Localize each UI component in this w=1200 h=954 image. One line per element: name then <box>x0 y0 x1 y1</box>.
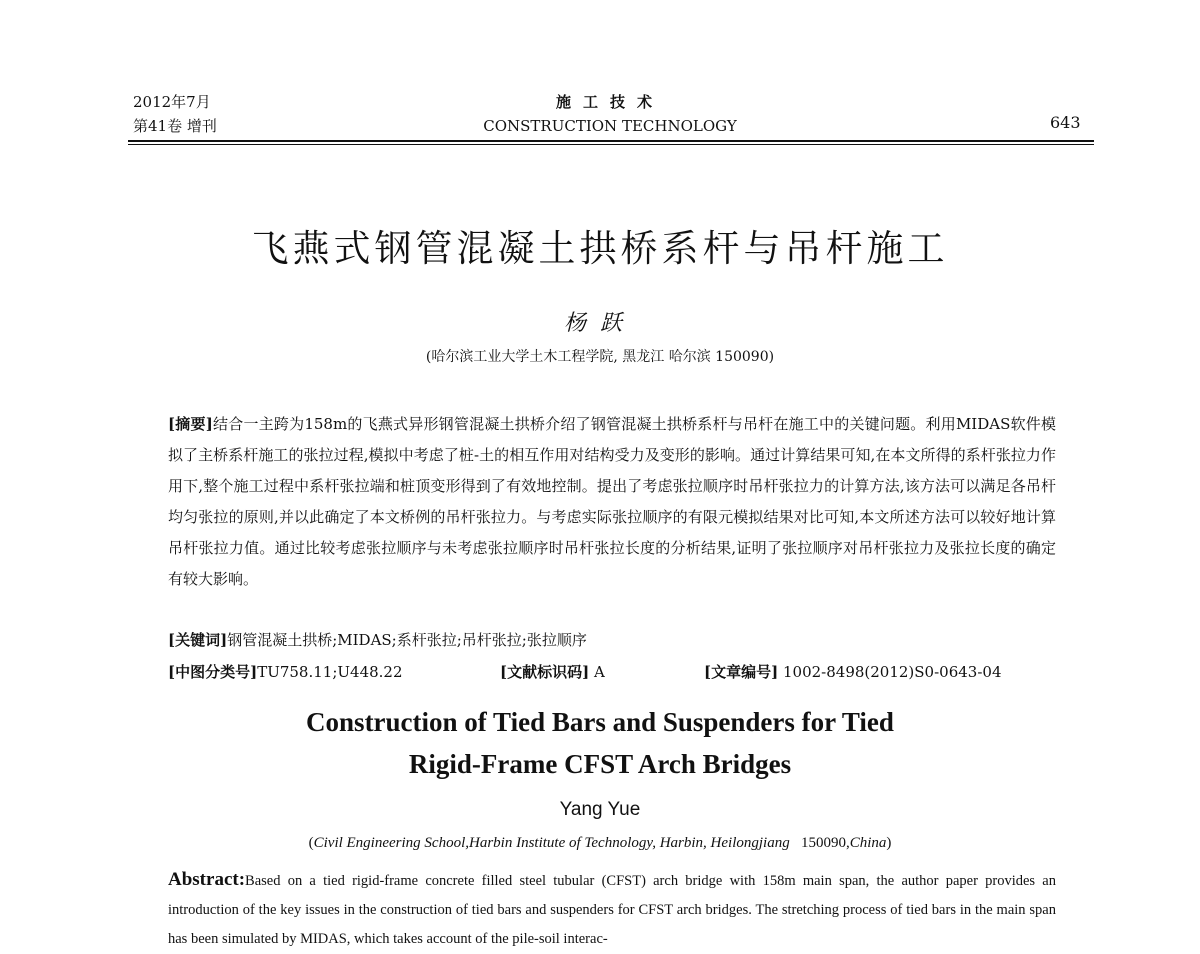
abstract-cn <box>168 409 1056 595</box>
title-en-line1: Construction of Tied Bars and Suspenders for Tied <box>306 707 894 737</box>
header-rule-thin <box>128 144 1094 145</box>
clc-number <box>168 660 403 684</box>
keywords-label: [关键词] <box>168 631 228 649</box>
abstract-en: Abstract:Based on a tied rigid-frame concrete filled steel tubular (CFST) arch bridge with 158m main span, the author paper provides an introduction of the key issues in the construction of tied bars and suspenders for CFST arch bridges. The stretching process of tied bars in the main span has been simulated by MIDAS, which takes account of the pile-soil interac- <box>168 869 1056 947</box>
abstract-en-text: Based on a tied rigid-frame concrete filled steel tubular (CFST) arch bridge with 158m main span, the author paper provides an introduction of the key issues in the construction of tied bars and suspenders for CFST arch bridges. The stretching process of tied bars in the main span has been simulated by MIDAS, which takes account of the pile-soil interac- <box>168 873 1056 947</box>
journal-name-cn: 施工技术 <box>555 93 664 111</box>
doc-code-label: [文献标识码] <box>500 663 590 681</box>
article-no-value: 1002-8498(2012)S0-0643-04 <box>782 663 1002 681</box>
document-code <box>500 660 605 684</box>
article-no-label: [文章编号] <box>704 663 779 681</box>
page-number: 643 <box>1050 113 1081 132</box>
paper-title-cn: 飞燕式钢管混凝土拱桥系杆与吊杆施工 <box>251 227 949 270</box>
doc-code-value: A <box>593 663 605 681</box>
affiliation-en <box>0 835 1200 852</box>
keywords-cn <box>168 628 587 652</box>
header-left <box>133 90 217 138</box>
abstract-cn-label: [摘要] <box>168 415 213 433</box>
affil-postal: 150090, <box>800 835 850 851</box>
author-cn: 杨跃 <box>563 311 636 336</box>
affiliation-cn: (哈尔滨工业大学土木工程学院, 黑龙江 哈尔滨 150090) <box>425 349 775 365</box>
author-en: Yang Yue <box>559 799 641 820</box>
paper-title-en <box>0 701 1200 785</box>
abstract-cn-text: 结合一主跨为158m的飞燕式异形钢管混凝土拱桥介绍了钢管混凝土拱桥系杆与吊杆在施工中的关键问题。利用MIDAS软件模拟了主桥系杆施工的张拉过程,模拟中考虑了桩-土的相互作用对结构受力及变形的影响。通过计算结果可知,在本文所得的系杆张拉力作用下,整个施工过程中系杆张拉端和桩顶变形得到了有效地控制。提出了考虑张拉顺序时吊杆张拉力的计算方法,该方法可以满足各吊杆均匀张拉的原则,并以此确定了本文桥例的吊杆张拉力。与考虑实际张拉顺序的有限元模拟结果对比可知,本文所述方法可以较好地计算吊杆张拉力值。通过比较考虑张拉顺序与未考虑张拉顺序时吊杆张拉长度的分析结果,证明了张拉顺序对吊杆张拉力及张拉长度的确定有较大影响。 <box>168 415 1056 588</box>
volume-issue: 第41卷 增刊 <box>133 117 217 135</box>
article-number <box>704 660 1002 684</box>
journal-name-en: CONSTRUCTION TECHNOLOGY <box>483 117 737 135</box>
abstract-en-label: Abstract <box>168 869 239 890</box>
affil-open-paren: ( <box>308 835 314 851</box>
affil-close-paren: ) <box>886 835 892 851</box>
keywords-text: 钢管混凝土拱桥;MIDAS;系杆张拉;吊杆张拉;张拉顺序 <box>227 631 587 649</box>
title-en-line2: Rigid-Frame CFST Arch Bridges <box>408 749 792 779</box>
header-rule-thick <box>128 140 1094 142</box>
affil-institution: Civil Engineering School,Harbin Institute of Technology, Harbin, Heilongjiang <box>313 835 790 851</box>
clc-label: [中图分类号] <box>168 663 258 681</box>
header-center <box>380 90 840 138</box>
affil-country: China <box>849 835 887 851</box>
issue-date: 2012年7月 <box>133 93 211 111</box>
clc-value: TU758.11;U448.22 <box>257 663 403 681</box>
